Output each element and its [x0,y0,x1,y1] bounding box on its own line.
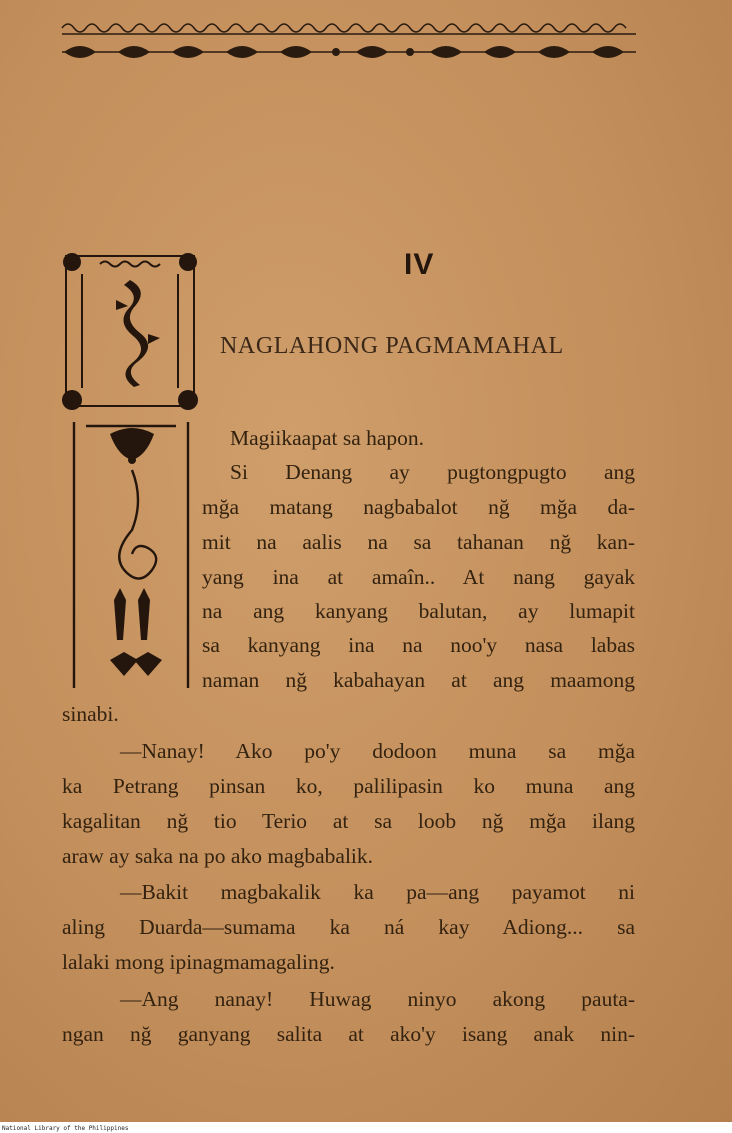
text-line: mğa matang nagbabalot nğ mğa da- [202,495,635,519]
text-line: Si Denang ay pugtongpugto ang [230,460,635,484]
text-line: araw ay saka na po ako magbabalik. [62,844,374,868]
text-line: Magiikaapat sa hapon. [230,426,425,450]
text-line: —Ang nanay! Huwag ninyo akong pauta- [120,987,635,1011]
text-line: mit na aalis na sa tahanan nğ kan- [202,530,635,554]
text-line: —Nanay! Ako po'y dodoon muna sa mğa [120,739,635,763]
text-line: sinabi. [62,702,119,726]
dragon-ornament-icon [60,250,200,415]
text-line: aling Duarda—sumama ka ná kay Adiong... sa [62,915,635,939]
text-line: ka Petrang pinsan ko, palilipasin ko muna ang [62,774,635,798]
text-line: kagalitan nğ tio Terio at sa loob nğ mğa ilang [62,809,635,833]
chapter-number: IV [404,248,435,281]
text-line: yang ina at amaîn.. At nang gayak [202,565,635,589]
text-line: na ang kanyang balutan, ay lumapit [202,599,635,623]
text-line: lalaki mong ipinagmamagaling. [62,950,335,974]
text-line: sa kanyang ina na noo'y nasa labas [202,633,635,657]
library-credit: National Library of the Philippines [2,1125,129,1132]
text-line: naman nğ kabahayan at ang maamong [202,668,635,692]
decorative-border-top [60,12,638,68]
initial-letter-ornament-icon [70,420,192,690]
chapter-title: NAGLAHONG PAGMAMAHAL [220,333,564,359]
text-line: ngan nğ ganyang salita at ako'y isang anak nin- [62,1022,635,1046]
text-line: —Bakit magbakalik ka pa—ang payamot ni [120,880,635,904]
